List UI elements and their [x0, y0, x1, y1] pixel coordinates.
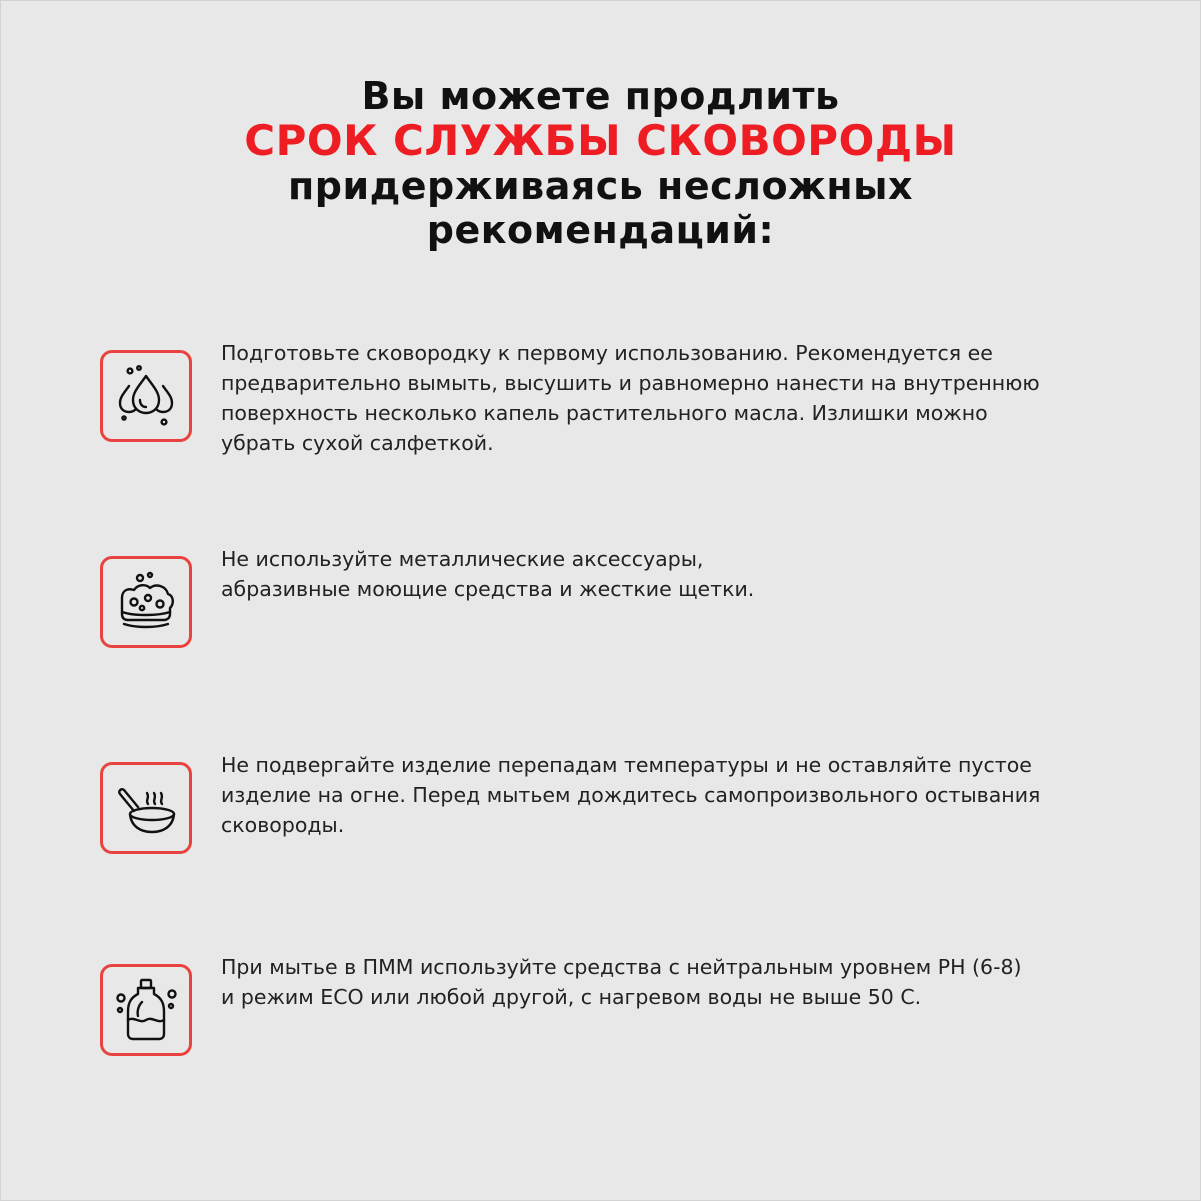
frying-pan-icon — [112, 774, 180, 842]
headline-line-4: рекомендаций: — [426, 208, 775, 252]
sponge-icon — [112, 568, 180, 636]
tip-text-line: и режим ECO или любой другой, с нагревом воды не выше 50 С. — [221, 985, 922, 1009]
tip-text-line: убрать сухой салфеткой. — [221, 431, 494, 455]
tip-text — [221, 750, 1161, 840]
tip-icon-box — [100, 556, 192, 648]
tip-icon-box — [100, 964, 192, 1056]
tip-text-line: абразивные моющие средства и жесткие щетки. — [221, 577, 755, 601]
tip-text-line: предварительно вымыть, высушить и равномерно нанести на внутреннюю — [221, 371, 1040, 395]
tip-icon-box — [100, 762, 192, 854]
tip-text-line: Не используйте металлические аксессуары, — [221, 547, 704, 571]
tip-text-line: Не подвергайте изделие перепадам температуры и не оставляйте пустое — [221, 753, 1032, 777]
detergent-bottle-icon — [112, 976, 180, 1044]
headline — [0, 74, 1201, 252]
tip-text — [221, 338, 1161, 458]
tip-icon-box — [100, 350, 192, 442]
tip-text-line: изделие на огне. Перед мытьем дождитесь самопроизвольного остывания — [221, 783, 1041, 807]
headline-line-1: Вы можете продлить — [361, 74, 840, 118]
tip-text — [221, 544, 1161, 604]
headline-accent: СРОК СЛУЖБЫ СКОВОРОДЫ — [244, 116, 957, 165]
tip-text-line: сковороды. — [221, 813, 345, 837]
tip-text — [221, 952, 1161, 1012]
headline-line-3: придерживаясь несложных — [288, 164, 913, 208]
tip-text-line: При мытье в ПММ используйте средства с нейтральным уровнем PH (6-8) — [221, 955, 1022, 979]
tip-text-line: Подготовьте сковородку к первому использованию. Рекомендуется ее — [221, 341, 993, 365]
tip-text-line: поверхность несколько капель растительного масла. Излишки можно — [221, 401, 988, 425]
oil-drops-icon — [112, 362, 180, 430]
